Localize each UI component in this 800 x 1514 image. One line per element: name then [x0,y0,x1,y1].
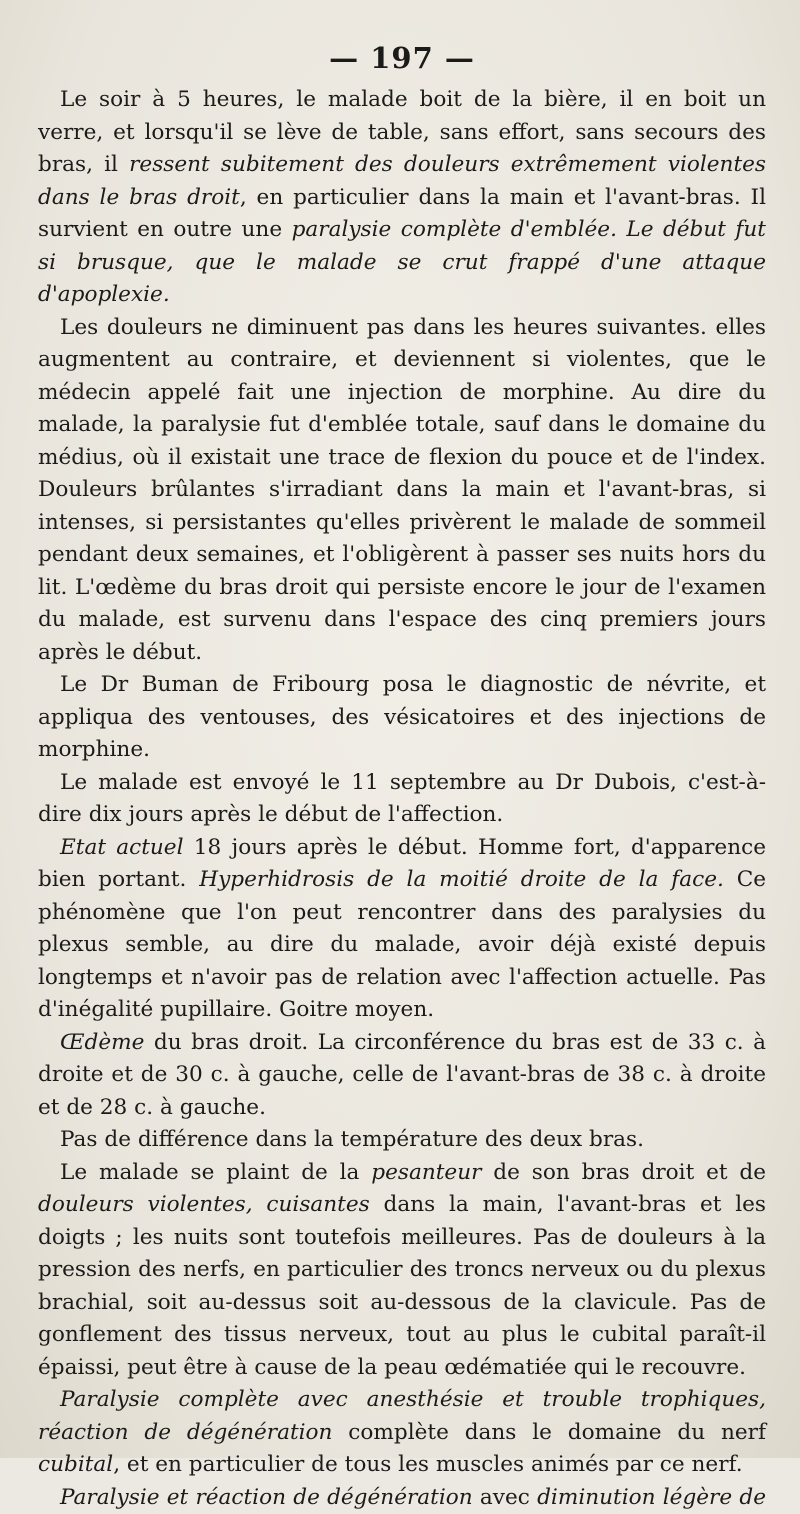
body-text [38,84,766,1514]
text-run: , et en particulier de tous les muscles animés par ce nerf. [113,1452,742,1477]
paragraph [38,84,766,312]
text-run: Les douleurs ne diminuent pas dans les heures suivantes. elles augmentent au contraire, et deviennent si violentes, que le médecin appelé fait une injection de morphine. Au dire du malade, la paralysie fut d'emblée totale, sauf dans le domaine du médius, où il existait une trace de flexion du pouce et de l'index. Douleurs brûlantes s'irradiant dans la main et l'avant-bras, si intenses, si persistantes qu'elles privèrent le malade de sommeil pendant deux semaines, et l'obligèrent à passer ses nuits hors du lit. L'œdème du bras droit qui persiste encore le jour de l'examen du malade, est survenu dans l'espace des cinq premiers jours après le début. [38,315,766,665]
paragraph [38,832,766,1027]
italic-text: ressent subitement des douleurs extrêmement violentes dans le bras droit [38,152,766,210]
italic-text: diminution légère de [537,1485,766,1510]
italic-text: cubital [38,1452,113,1477]
italic-text: paralysie complète d'emblée. Le début fut si brusque, que le malade se crut frappé d'une attaque d'apoplexie. [38,217,766,307]
text-run: complète dans le domaine du nerf [332,1420,766,1445]
page-number: — 197 — [38,36,766,80]
paragraph [38,669,766,767]
paragraph [38,1124,766,1157]
text-run: Le malade est envoyé le 11 septembre au Dr Dubois, c'est-à-dire dix jours après le début de l'affection. [38,770,766,828]
paragraph [38,767,766,832]
text-run: dans la main, l'avant-bras et les doigts ; les nuits sont toutefois meilleures. Pas de douleurs à la pression des nerfs, en particulier des troncs nerveux ou du plexus brachial, soit au-dessus soit au-dessous de la clavicule. Pas de gonflement des tissus nerveux, tout au plus le cubital paraît-il épaissi, peut être à cause de la peau œdématiée qui le recouvre. [38,1192,766,1380]
italic-text: Hyperhidrosis de la moitié droite de la face. [199,867,724,892]
text-run: , en particulier dans la main et l'avant-bras. Il survient en outre une [38,185,766,243]
italic-text: Paralysie et réaction de dégénération [60,1485,473,1510]
italic-text: Paralysie complète avec anesthésie et trouble trophiques, réaction de dégénération [38,1387,766,1445]
italic-text: Œdème [60,1030,144,1055]
text-run: Pas de différence dans la température des deux bras. [60,1127,644,1152]
paragraph [38,1482,766,1514]
text-run: du bras droit. La circonférence du bras est de 33 c. à droite et de 30 c. à gauche, celle de l'avant-bras de 38 c. à droite et de 28 c. à gauche. [38,1030,766,1120]
italic-text: pesanteur [371,1160,481,1185]
text-run: de son bras droit et de [481,1160,766,1185]
paragraph [38,1157,766,1385]
paragraph [38,312,766,670]
text-run: avec [473,1485,537,1510]
text-run: Le Dr Buman de Fribourg posa le diagnostic de névrite, et appliqua des ventouses, des vésicatoires et des injections de morphine. [38,672,766,762]
text-run: 18 jours après le début. Homme fort, d'apparence bien portant. [38,835,766,893]
paragraph [38,1027,766,1125]
text-run: Le malade se plaint de la [60,1160,371,1185]
italic-text: Etat actuel [60,835,184,860]
paragraph [38,1384,766,1482]
italic-text: douleurs violentes, cuisantes [38,1192,370,1217]
text-run: Le soir à 5 heures, le malade boit de la bière, il en boit un verre, et lorsqu'il se lève de table, sans effort, sans secours des bras, il [38,87,766,177]
text-run: Ce phénomène que l'on peut rencontrer dans des paralysies du plexus semble, au dire du malade, avoir déjà existé depuis longtemps et n'avoir pas de relation avec l'affection actuelle. Pas d'inégalité pupillaire. Goitre moyen. [38,867,766,1022]
